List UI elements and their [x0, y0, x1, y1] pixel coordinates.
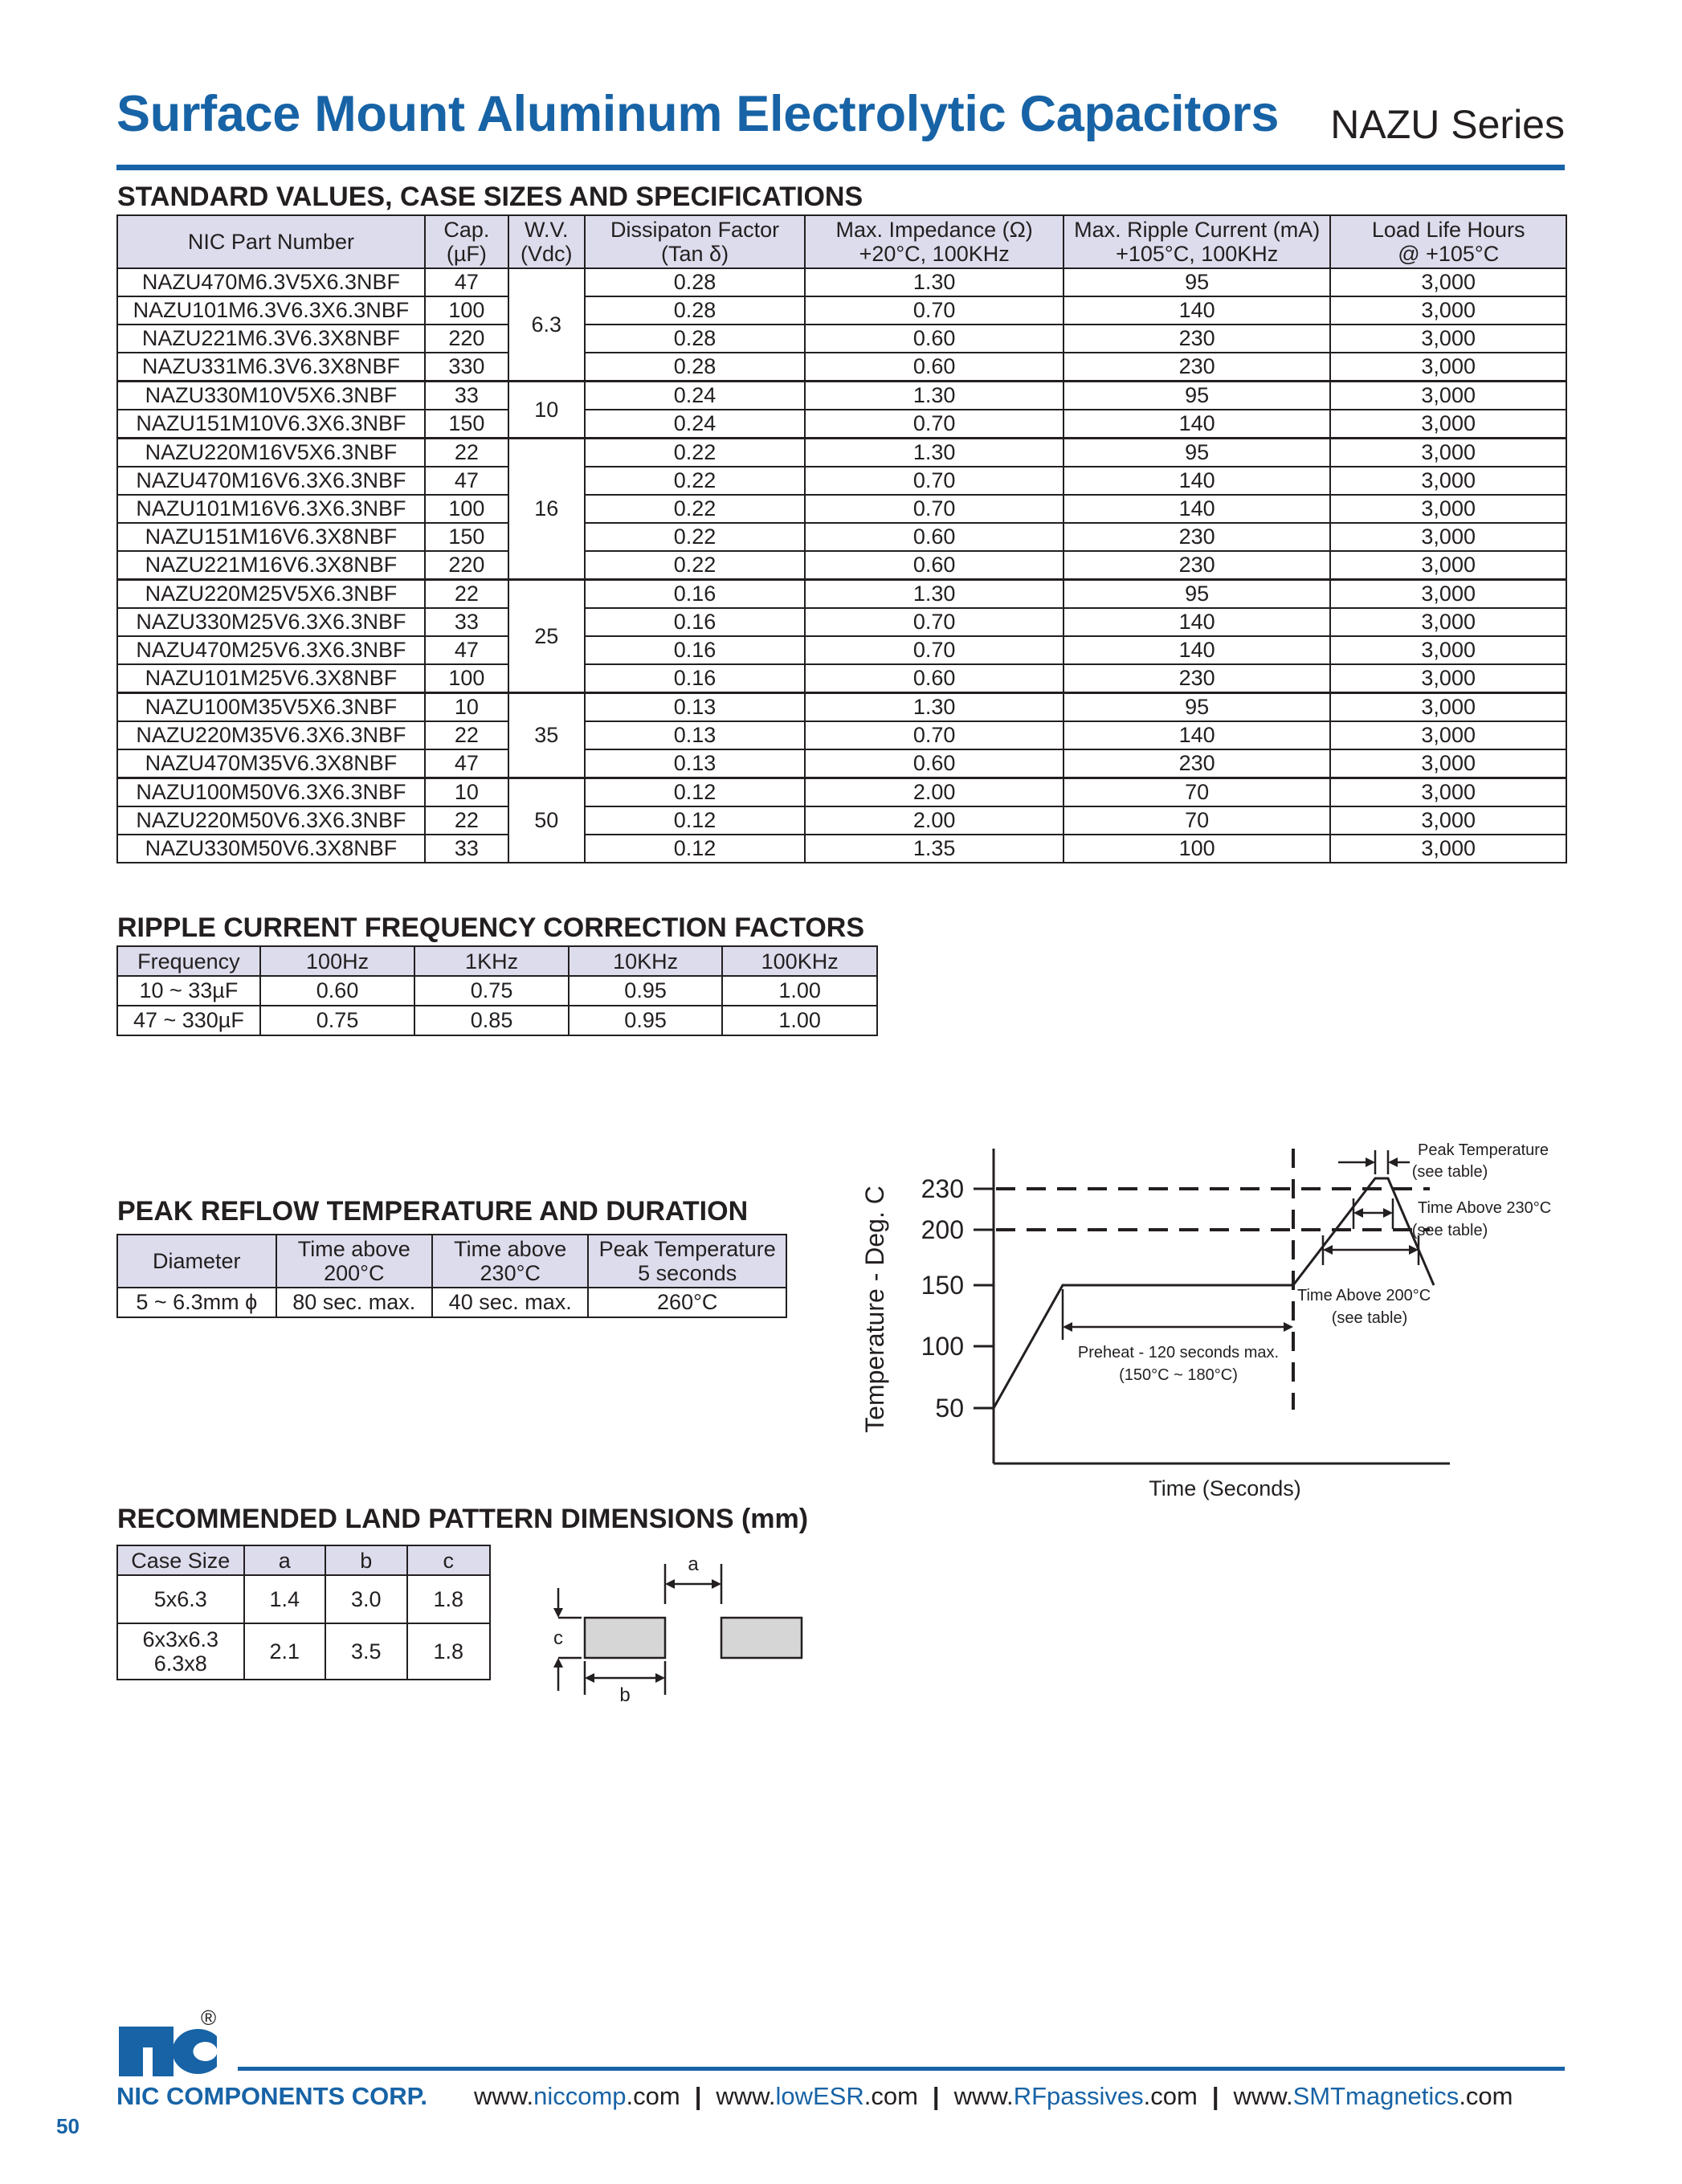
spec-header-row — [117, 215, 1566, 268]
cell-ripple: 230 — [1063, 325, 1330, 353]
header-rule — [116, 165, 1565, 170]
ripple-row — [117, 976, 877, 1006]
header-impedance: Max. Impedance (Ω) +20°C, 100KHz — [805, 215, 1063, 268]
cell-impedance: 0.70 — [805, 467, 1063, 495]
cell-ripple: 95 — [1063, 580, 1330, 609]
cell-part-number: NAZU221M16V6.3X8NBF — [117, 551, 425, 580]
cell-cap: 47 — [425, 749, 508, 778]
cell-dissipation: 0.22 — [585, 551, 806, 580]
footer-link-part: SMTmagnetics — [1292, 2082, 1460, 2110]
cell-impedance: 1.30 — [805, 439, 1063, 467]
cell-load-life: 3,000 — [1330, 580, 1566, 609]
cell-ripple: 230 — [1063, 749, 1330, 778]
cell-cap: 220 — [425, 325, 508, 353]
cell-load-life: 3,000 — [1330, 693, 1566, 722]
ripple-factor-cell: 0.75 — [260, 1006, 415, 1035]
cell-dissipation: 0.28 — [585, 268, 806, 296]
cell-load-life: 3,000 — [1330, 806, 1566, 835]
reflow-section-title: PEAK REFLOW TEMPERATURE AND DURATION — [117, 1196, 749, 1227]
ripple-header-row — [117, 946, 877, 976]
cell-load-life: 3,000 — [1330, 636, 1566, 664]
cell-load-life: 3,000 — [1330, 608, 1566, 636]
ripple-factor-cell: 1.00 — [722, 1006, 877, 1035]
footer-link-part: www. — [1233, 2082, 1293, 2110]
cell-dissipation: 0.24 — [585, 410, 806, 439]
ripple-factor-cell: 0.85 — [414, 1006, 568, 1035]
spec-row — [117, 664, 1566, 693]
cell-ripple: 95 — [1063, 382, 1330, 410]
peak-marker — [1338, 1150, 1410, 1174]
cell-wv: 25 — [508, 580, 585, 693]
ripple-header-cell: Frequency — [117, 946, 260, 976]
cell-impedance: 1.30 — [805, 580, 1063, 609]
footer-link-part: .com — [863, 2082, 918, 2110]
time-230-marker — [1353, 1198, 1393, 1229]
cell-dissipation: 0.12 — [585, 778, 806, 807]
cell-wv: 50 — [508, 778, 585, 863]
spec-row — [117, 551, 1566, 580]
spec-row — [117, 382, 1566, 410]
cell-wv: 10 — [508, 382, 585, 439]
reflow-profile-chart — [851, 1133, 1552, 1510]
cell-part-number: NAZU330M25V6.3X6.3NBF — [117, 608, 425, 636]
ripple-section-title: RIPPLE CURRENT FREQUENCY CORRECTION FACTORS — [117, 912, 865, 943]
cell-cap: 150 — [425, 523, 508, 551]
spec-row — [117, 636, 1566, 664]
cell-load-life: 3,000 — [1330, 835, 1566, 863]
cell-dissipation: 0.13 — [585, 721, 806, 749]
footer-separator: | — [694, 2082, 702, 2110]
cell-cap: 100 — [425, 495, 508, 523]
cell-dissipation: 0.22 — [585, 495, 806, 523]
header-c: c — [407, 1545, 491, 1575]
y-tick-200: 200 — [921, 1215, 964, 1244]
ripple-header-cell: 100Hz — [260, 946, 415, 976]
cell-ripple: 140 — [1063, 467, 1330, 495]
annotation-preheat-note: (150°C ~ 180°C) — [1119, 1366, 1238, 1384]
footer-link-part: www. — [953, 2082, 1014, 2110]
cell-ripple: 95 — [1063, 439, 1330, 467]
cell-ripple: 140 — [1063, 296, 1330, 325]
cell-dissipation: 0.12 — [585, 806, 806, 835]
cell-impedance: 1.30 — [805, 268, 1063, 296]
cell-a: 2.1 — [244, 1623, 326, 1680]
cell-b: 3.5 — [325, 1623, 407, 1680]
header-a: a — [244, 1545, 326, 1575]
cell-c: 1.8 — [407, 1575, 491, 1623]
ripple-table — [116, 945, 878, 1036]
cell-impedance: 0.60 — [805, 523, 1063, 551]
cell-cap: 22 — [425, 806, 508, 835]
spec-row — [117, 693, 1566, 722]
footer-link[interactable] — [474, 2082, 680, 2110]
cell-load-life: 3,000 — [1330, 778, 1566, 807]
cell-part-number: NAZU330M50V6.3X8NBF — [117, 835, 425, 863]
annotation-peak-note: (see table) — [1411, 1163, 1488, 1181]
cell-load-life: 3,000 — [1330, 495, 1566, 523]
cell-dissipation: 0.28 — [585, 353, 806, 382]
cell-dissipation: 0.24 — [585, 382, 806, 410]
ripple-factor-cell: 0.60 — [260, 976, 415, 1006]
spec-row — [117, 439, 1566, 467]
cell-impedance: 0.60 — [805, 353, 1063, 382]
cell-cap: 150 — [425, 410, 508, 439]
cell-cap: 100 — [425, 296, 508, 325]
dimension-b-label: b — [619, 1684, 631, 1706]
spec-section-title: STANDARD VALUES, CASE SIZES AND SPECIFICATIONS — [117, 182, 863, 212]
cell-diameter: 5 ~ 6.3mm ϕ — [117, 1288, 276, 1317]
y-tick-150: 150 — [921, 1271, 964, 1300]
cell-ripple: 230 — [1063, 523, 1330, 551]
cell-dissipation: 0.13 — [585, 693, 806, 722]
dimension-c-label: c — [553, 1627, 563, 1649]
footer-link-part: .com — [1459, 2082, 1513, 2110]
cell-impedance: 1.30 — [805, 382, 1063, 410]
ripple-factor-cell: 0.95 — [569, 1006, 723, 1035]
header-time-230: Time above 230°C — [432, 1235, 588, 1288]
spec-row — [117, 495, 1566, 523]
company-name: NIC COMPONENTS CORP. — [116, 2082, 427, 2110]
cell-cap: 10 — [425, 693, 508, 722]
land-row — [117, 1623, 490, 1680]
spec-row — [117, 608, 1566, 636]
cell-time-230: 40 sec. max. — [432, 1288, 588, 1317]
footer-link[interactable] — [954, 2082, 1198, 2110]
land-table — [116, 1545, 491, 1680]
header-diameter: Diameter — [117, 1235, 276, 1288]
cell-impedance: 0.70 — [805, 296, 1063, 325]
cell-part-number: NAZU220M16V5X6.3NBF — [117, 439, 425, 467]
cell-load-life: 3,000 — [1330, 523, 1566, 551]
series-name: NAZU Series — [1330, 102, 1565, 147]
spec-table-body — [117, 268, 1566, 863]
cell-load-life: 3,000 — [1330, 268, 1566, 296]
cell-part-number: NAZU100M50V6.3X6.3NBF — [117, 778, 425, 807]
ripple-range-cell: 10 ~ 33µF — [117, 976, 260, 1006]
ripple-factor-cell: 0.75 — [414, 976, 568, 1006]
cell-impedance: 0.70 — [805, 721, 1063, 749]
reflow-data-row — [117, 1288, 786, 1317]
cell-impedance: 1.35 — [805, 835, 1063, 863]
header-dissipation: Dissipaton Factor (Tan δ) — [585, 215, 806, 268]
preheat-marker — [1063, 1289, 1293, 1340]
cell-part-number: NAZU151M10V6.3X6.3NBF — [117, 410, 425, 439]
cell-impedance: 0.60 — [805, 325, 1063, 353]
cell-ripple: 70 — [1063, 778, 1330, 807]
cell-impedance: 0.70 — [805, 608, 1063, 636]
cell-load-life: 3,000 — [1330, 296, 1566, 325]
annotation-230-title: Time Above 230°C — [1418, 1199, 1552, 1217]
cell-load-life: 3,000 — [1330, 382, 1566, 410]
y-tick-230: 230 — [921, 1174, 964, 1203]
cell-cap: 33 — [425, 608, 508, 636]
header-wv: W.V. (Vdc) — [508, 215, 585, 268]
cell-b: 3.0 — [325, 1575, 407, 1623]
cell-cap: 100 — [425, 664, 508, 693]
cell-dissipation: 0.16 — [585, 636, 806, 664]
cell-ripple: 95 — [1063, 268, 1330, 296]
cell-a: 1.4 — [244, 1575, 326, 1623]
cell-impedance: 2.00 — [805, 806, 1063, 835]
cell-cap: 33 — [425, 835, 508, 863]
x-axis-label: Time (Seconds) — [1149, 1476, 1301, 1500]
ripple-factor-cell: 0.95 — [569, 976, 723, 1006]
ripple-header-cell: 10KHz — [569, 946, 723, 976]
cell-impedance: 2.00 — [805, 778, 1063, 807]
ripple-range-cell: 47 ~ 330µF — [117, 1006, 260, 1035]
footer-links — [474, 2082, 1513, 2111]
footer-separator: | — [932, 2082, 940, 2110]
ripple-row — [117, 1006, 877, 1035]
footer-separator: | — [1211, 2082, 1219, 2110]
footer-link[interactable] — [716, 2082, 918, 2110]
cell-ripple: 140 — [1063, 608, 1330, 636]
cell-c: 1.8 — [407, 1623, 491, 1680]
dimension-a-label: a — [688, 1553, 699, 1575]
land-header-row — [117, 1545, 490, 1575]
cell-wv: 6.3 — [508, 268, 585, 382]
land-pattern-diagram — [530, 1546, 819, 1707]
cell-dissipation: 0.13 — [585, 749, 806, 778]
spec-row — [117, 296, 1566, 325]
spec-row — [117, 749, 1566, 778]
cell-part-number: NAZU101M25V6.3X8NBF — [117, 664, 425, 693]
cell-load-life: 3,000 — [1330, 721, 1566, 749]
annotation-preheat-title: Preheat - 120 seconds max. — [1077, 1344, 1280, 1361]
annotation-200-note: (see table) — [1331, 1309, 1408, 1327]
cell-load-life: 3,000 — [1330, 664, 1566, 693]
cell-cap: 22 — [425, 580, 508, 609]
cell-impedance: 0.70 — [805, 410, 1063, 439]
y-axis-label: Temperature - Deg. C — [860, 1186, 889, 1433]
cell-part-number: NAZU330M10V5X6.3NBF — [117, 382, 425, 410]
footer-link[interactable] — [1234, 2082, 1513, 2110]
cell-impedance: 0.60 — [805, 749, 1063, 778]
nic-logo — [112, 2004, 233, 2080]
header-ripple: Max. Ripple Current (mA) +105°C, 100KHz — [1063, 215, 1330, 268]
cell-load-life: 3,000 — [1330, 439, 1566, 467]
spec-row — [117, 721, 1566, 749]
reflow-table — [116, 1234, 787, 1318]
cell-ripple: 230 — [1063, 551, 1330, 580]
cell-part-number: NAZU470M35V6.3X8NBF — [117, 749, 425, 778]
cell-part-number: NAZU221M6.3V6.3X8NBF — [117, 325, 425, 353]
cell-dissipation: 0.22 — [585, 439, 806, 467]
cell-impedance: 0.70 — [805, 495, 1063, 523]
spec-row — [117, 410, 1566, 439]
cell-dissipation: 0.22 — [585, 523, 806, 551]
spec-row — [117, 580, 1566, 609]
spec-row — [117, 523, 1566, 551]
cell-load-life: 3,000 — [1330, 410, 1566, 439]
land-pad-right — [721, 1618, 802, 1658]
cell-part-number: NAZU220M35V6.3X6.3NBF — [117, 721, 425, 749]
cell-ripple: 140 — [1063, 636, 1330, 664]
cell-load-life: 3,000 — [1330, 749, 1566, 778]
spec-row — [117, 835, 1566, 863]
cell-dissipation: 0.16 — [585, 608, 806, 636]
cell-dissipation: 0.12 — [585, 835, 806, 863]
cell-impedance: 0.60 — [805, 551, 1063, 580]
spec-row — [117, 325, 1566, 353]
cell-load-life: 3,000 — [1330, 353, 1566, 382]
cell-ripple: 140 — [1063, 495, 1330, 523]
cell-ripple: 140 — [1063, 721, 1330, 749]
cell-part-number: NAZU100M35V5X6.3NBF — [117, 693, 425, 722]
cell-ripple: 70 — [1063, 806, 1330, 835]
ripple-factor-cell: 1.00 — [722, 976, 877, 1006]
cell-part-number: NAZU470M25V6.3X6.3NBF — [117, 636, 425, 664]
header-b: b — [325, 1545, 407, 1575]
footer-link-part: lowESR — [775, 2082, 864, 2110]
land-pad-left — [585, 1618, 665, 1658]
cell-dissipation: 0.16 — [585, 580, 806, 609]
header-cap: Cap. (µF) — [425, 215, 508, 268]
annotation-230-note: (see table) — [1411, 1222, 1488, 1239]
land-row — [117, 1575, 490, 1623]
cell-ripple: 140 — [1063, 410, 1330, 439]
cell-cap: 47 — [425, 268, 508, 296]
land-section-title: RECOMMENDED LAND PATTERN DIMENSIONS (mm) — [117, 1504, 809, 1534]
cell-load-life: 3,000 — [1330, 467, 1566, 495]
cell-cap: 33 — [425, 382, 508, 410]
page-number: 50 — [56, 2114, 80, 2138]
cell-cap: 47 — [425, 636, 508, 664]
cell-cap: 10 — [425, 778, 508, 807]
time-200-marker — [1323, 1235, 1419, 1265]
footer-link-part: RFpassives — [1013, 2082, 1144, 2110]
cell-ripple: 95 — [1063, 693, 1330, 722]
footer-link-part: .com — [1143, 2082, 1198, 2110]
annotation-peak-title: Peak Temperature — [1418, 1141, 1549, 1159]
reflow-header-row — [117, 1235, 786, 1288]
footer-link-part: www. — [716, 2082, 776, 2110]
cell-case-size: 6x3x6.3 6.3x8 — [117, 1623, 244, 1680]
cell-case-size: 5x6.3 — [117, 1575, 244, 1623]
cell-part-number: NAZU331M6.3V6.3X8NBF — [117, 353, 425, 382]
chart-y-ticks — [974, 1189, 994, 1408]
cell-ripple: 230 — [1063, 664, 1330, 693]
cell-time-200: 80 sec. max. — [276, 1288, 432, 1317]
y-tick-100: 100 — [921, 1332, 964, 1361]
cell-load-life: 3,000 — [1330, 551, 1566, 580]
footer-link-part: www. — [474, 2082, 534, 2110]
spec-row — [117, 778, 1566, 807]
ripple-table-body — [117, 976, 877, 1035]
cell-part-number: NAZU470M6.3V5X6.3NBF — [117, 268, 425, 296]
cell-dissipation: 0.28 — [585, 296, 806, 325]
cell-cap: 22 — [425, 721, 508, 749]
spec-row — [117, 353, 1566, 382]
cell-part-number: NAZU220M25V5X6.3NBF — [117, 580, 425, 609]
cell-impedance: 0.60 — [805, 664, 1063, 693]
cell-dissipation: 0.16 — [585, 664, 806, 693]
header-load-life: Load Life Hours @ +105°C — [1330, 215, 1566, 268]
cell-peak-temp: 260°C — [588, 1288, 786, 1317]
ripple-header-cell: 1KHz — [414, 946, 568, 976]
cell-cap: 47 — [425, 467, 508, 495]
footer-link-part: .com — [626, 2082, 680, 2110]
cell-part-number: NAZU151M16V6.3X8NBF — [117, 523, 425, 551]
footer-rule — [238, 2067, 1565, 2071]
header-time-200: Time above 200°C — [276, 1235, 432, 1288]
cell-part-number: NAZU220M50V6.3X6.3NBF — [117, 806, 425, 835]
spec-row — [117, 467, 1566, 495]
header-peak-temp: Peak Temperature 5 seconds — [588, 1235, 786, 1288]
cell-impedance: 0.70 — [805, 636, 1063, 664]
registered-mark: ® — [201, 2006, 217, 2030]
cell-part-number: NAZU101M6.3V6.3X6.3NBF — [117, 296, 425, 325]
annotation-200-title: Time Above 200°C — [1297, 1287, 1431, 1304]
cell-ripple: 100 — [1063, 835, 1330, 863]
cell-ripple: 230 — [1063, 353, 1330, 382]
spec-row — [117, 806, 1566, 835]
ripple-header-cell: 100KHz — [722, 946, 877, 976]
footer-link-part: niccomp — [533, 2082, 627, 2110]
cell-cap: 330 — [425, 353, 508, 382]
header-case-size: Case Size — [117, 1545, 244, 1575]
spec-row — [117, 268, 1566, 296]
y-tick-50: 50 — [935, 1394, 964, 1423]
cell-wv: 16 — [508, 439, 585, 580]
page-title: Surface Mount Aluminum Electrolytic Capacitors — [116, 86, 1280, 142]
header-part-number: NIC Part Number — [117, 215, 425, 268]
cell-cap: 22 — [425, 439, 508, 467]
cell-dissipation: 0.28 — [585, 325, 806, 353]
cell-cap: 220 — [425, 551, 508, 580]
cell-load-life: 3,000 — [1330, 325, 1566, 353]
cell-part-number: NAZU101M16V6.3X6.3NBF — [117, 495, 425, 523]
spec-table — [116, 214, 1567, 863]
cell-dissipation: 0.22 — [585, 467, 806, 495]
cell-part-number: NAZU470M16V6.3X6.3NBF — [117, 467, 425, 495]
cell-wv: 35 — [508, 693, 585, 778]
cell-impedance: 1.30 — [805, 693, 1063, 722]
